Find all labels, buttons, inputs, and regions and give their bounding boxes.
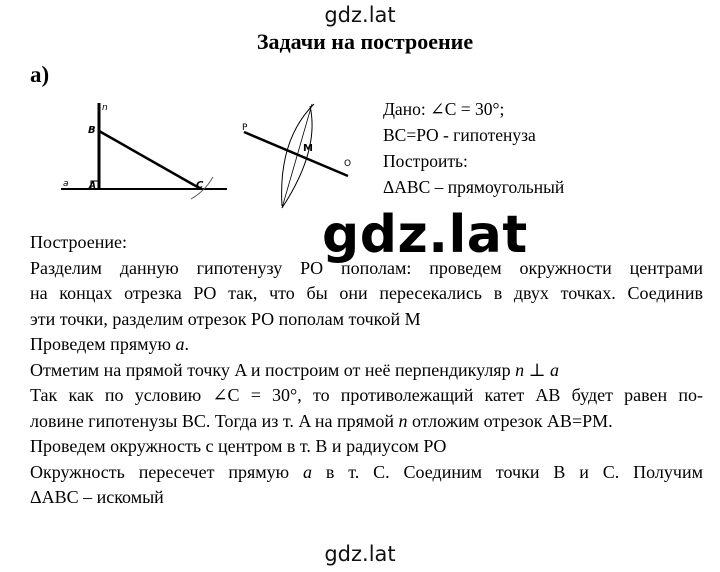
bisection-figure: [236, 100, 366, 215]
label-c: C: [196, 180, 204, 191]
part-label: а): [30, 62, 50, 87]
triangle-figure: [55, 95, 235, 200]
watermark-bottom: gdz.lat: [324, 542, 396, 566]
watermark-center: gdz.lat: [322, 205, 528, 265]
segment-bc: [99, 131, 201, 189]
paragraph-6-line-1: [30, 460, 703, 486]
given-line-4: ΔABC – прямоугольный: [383, 177, 565, 197]
label-p: P: [242, 123, 248, 133]
given-line-3: Построить:: [383, 151, 468, 171]
p3-formula: n ⊥ a: [515, 359, 560, 380]
p2-suffix: .: [184, 334, 189, 354]
label-a: a: [63, 179, 69, 189]
p3-prefix: Отметим на прямой точку A и построим от неё перпендикуляр: [30, 359, 516, 380]
p6-prefix: Окружность пересечет прямую: [30, 461, 303, 482]
paragraph-1-line-2: на концах отрезка PO так, что бы они пересекались в двух точках. Соединив: [30, 283, 703, 303]
paragraph-1-line-1: Разделим данную гипотенузу PO пополам: проведем окружности центрами: [30, 257, 703, 278]
p2-var: a: [175, 334, 185, 354]
p4-prefix: ловине гипотенузы BC. Тогда из т. A на прямой: [30, 410, 399, 431]
paragraph-4-line-2: [30, 409, 703, 435]
paragraph-2: [30, 332, 703, 358]
p2-prefix: Проведем прямую: [30, 334, 176, 354]
label-a-point: A: [89, 181, 96, 191]
paragraph-1-line-3: эти точки, разделим отрезок PO пополам точкой M: [30, 308, 421, 329]
given-line-2: BC=PO - гипотенуза: [383, 125, 536, 145]
page-title: Задачи на построение: [256, 29, 474, 54]
p6-var: a: [302, 461, 312, 482]
paragraph-4-line-1: Так как по условию ∠C = 30°, то противолежащий катет AB будет равен по-: [30, 385, 703, 405]
label-b: B: [88, 125, 96, 136]
p4-suffix: отложим отрезок AB=PM.: [407, 410, 613, 431]
label-o: O: [344, 159, 352, 169]
p4-var: n: [398, 410, 408, 431]
label-n: n: [102, 103, 108, 113]
given-block: [383, 96, 564, 200]
paragraph-5: Проведем окружность с центром в т. B и радиусом PO: [30, 436, 447, 456]
paragraph-3: [30, 358, 703, 384]
watermark-top: gdz.lat: [324, 3, 396, 27]
paragraph-6-line-2: ΔABC – искомый: [30, 487, 164, 507]
given-line-1: Дано: ∠C = 30°;: [383, 99, 505, 119]
label-m: M: [303, 143, 313, 154]
construction-heading: Построение:: [30, 232, 127, 252]
p6-suffix: в т. C. Соединим точки B и C. Получим: [311, 461, 703, 482]
segment-po: [244, 132, 348, 176]
construction-text: [30, 230, 703, 511]
